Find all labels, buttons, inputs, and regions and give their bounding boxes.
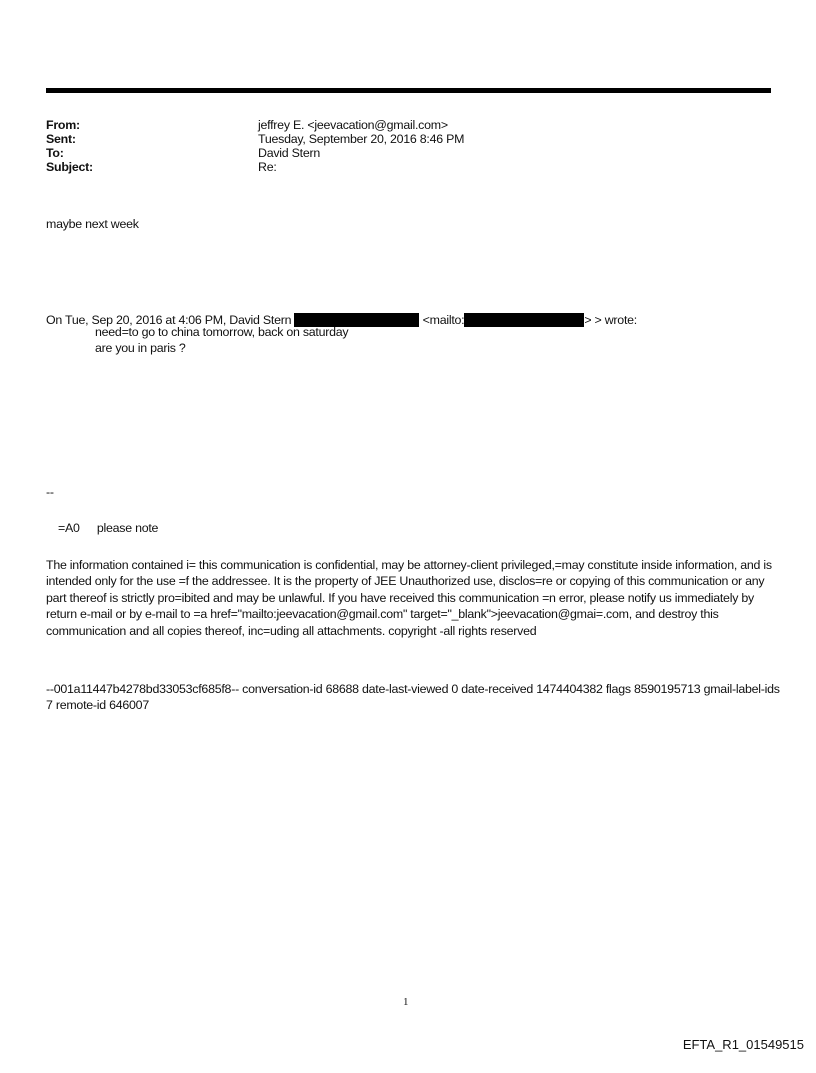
quote-intro-mailto: <mailto: [422,313,465,327]
quote-intro-prefix: On Tue, Sep 20, 2016 at 4:06 PM, David Stern [46,313,292,327]
bates-number: EFTA_R1_01549515 [682,1037,804,1052]
header-rule [46,88,771,93]
page-number: 1 [403,996,409,1008]
sent-value: Tuesday, September 20, 2016 8:46 PM [258,132,465,146]
note-line [58,521,158,536]
message-metadata: --001a11447b4278bd33053cf685f8-- conversation-id 68688 date-last-viewed 0 date-received 1474404382 flags 8590195713 gmail-label-ids 7 remote-id 646007 [46,682,780,713]
note-prefix: =A0 [58,521,80,535]
sent-label: Sent: [46,132,76,146]
to-label: To: [46,146,64,160]
disclaimer: The information contained i= this communication is confidential, may be attorney-client privileged,=may constitute inside information, and is intended only for the use =f the addressee. It is the property of JEE Unauthorized use, disclos=re or copying of this communication or any part thereof is strictly pro=ibited and may be unlawful. If you have received this communication =n error, please notify us immediately by return e-mail or by e-mail to =a href="mailto:jeevacation@gmail.com" target="_blank">jeevacation@gmai=.com, and destroy this communication and all copies thereof, inc=uding all attachments. copyright -all rights reserved [46,558,772,638]
subject-label: Subject: [46,160,93,174]
from-value: jeffrey E. <jeevacation@gmail.com> [258,118,448,132]
note-text: please note [96,521,159,535]
reply-text: maybe next week [46,217,139,231]
quoted-line: are you in paris ? [95,341,186,355]
subject-value: Re: [258,160,277,174]
quote-intro-suffix: > > wrote: [584,313,637,327]
signature-dashes: -- [46,485,54,499]
redaction-box [464,313,584,327]
quoted-line: need=to go to china tomorrow, back on saturday [95,325,349,339]
from-label: From: [46,118,80,132]
to-value: David Stern [258,146,320,160]
